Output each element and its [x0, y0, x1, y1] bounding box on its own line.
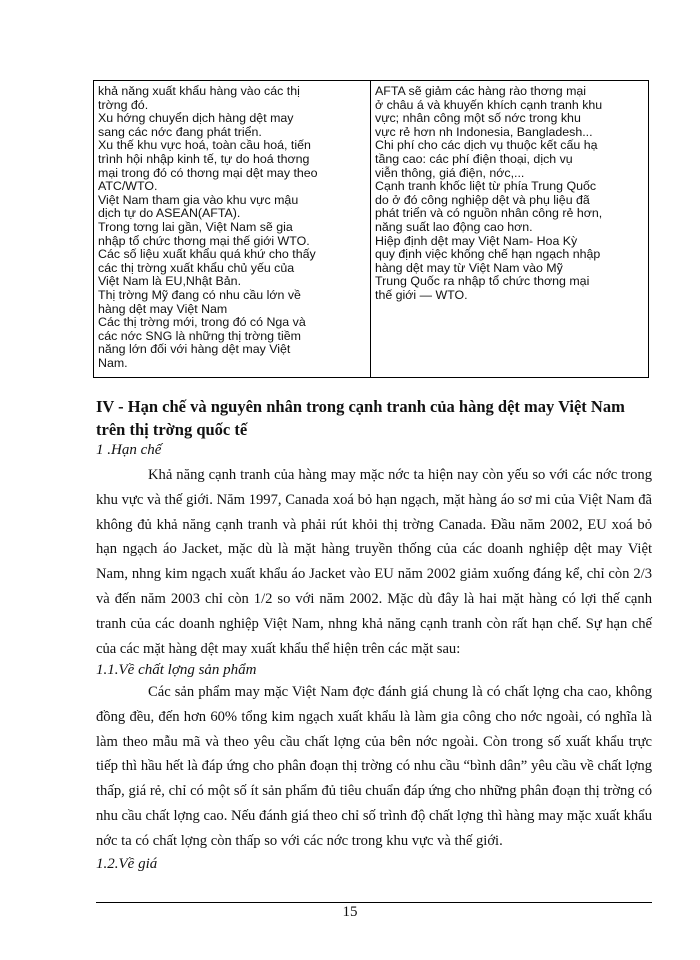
- subheading-price: 1.2.Về giá: [96, 856, 158, 872]
- table-item: Việt Nam tham gia vào khu vực mậu dịch tự do ASEAN(AFTA).: [98, 192, 299, 221]
- analysis-table: [93, 80, 649, 378]
- table-item: Xu thế khu vực hoá, toàn cầu hoá, tiến trình hội nhập kinh tế, tự do hoá thơng mại trong đó có thơng mại dệt may theo ATC/WTO.: [98, 138, 318, 194]
- table-item: Trong tơng lai gần, Việt Nam sẽ gia nhập tổ chức thơng mại thế giới WTO.: [98, 219, 310, 248]
- paragraph-quality: Các sản phẩm may mặc Việt Nam đợc đánh giá chung là có chất lợng cha cao, không đồng đều, đến hơn 60% tổng kim ngạch xuất khẩu là làm gia công cho nớc ngoài, có nghĩa là làm theo mẫu mã và theo yêu cầu chất lợng của bên nớc ngoài. Còn trong số xuất khẩu trực tiếp thì hầu hết là đáp ứng cho phân đoạn thị trờng có nhu cầu “bình dân” yêu cầu về chất lợng thấp, giá rẻ, chỉ có một số ít sản phẩm đủ tiêu chuẩn đáp ứng cho những phân đoạn thị trờng có nhu cầu chất lợng cao. Nếu đánh giá theo chỉ số trình độ chất lợng thì hàng may mặc xuất khẩu nớc ta có chất lợng còn thấp so với các nớc trong khu vực và thế giới.: [96, 684, 652, 849]
- table-item: Hiệp định dệt may Việt Nam- Hoa Kỳ quy định việc khống chế hạn ngạch nhập hàng dệt may từ Việt Nam vào Mỹ: [375, 233, 601, 275]
- table-left-column: [94, 81, 371, 377]
- table-item: Xu hớng chuyển dịch hàng dệt may sang các nớc đang phát triển.: [98, 111, 294, 139]
- table-item: Cạnh tranh khốc liệt từ phía Trung Quốc do ở đó công nghiệp dệt và phụ liệu đã phát triển và có nguồn nhân công rẻ hơn, năng suất lao động cao hơn.: [375, 179, 603, 234]
- section-heading: IV - Hạn chế và nguyên nhân trong cạnh tranh của hàng dệt may Việt Nam trên thị trờng quốc tế: [96, 397, 625, 439]
- paragraph-limitations: Khả năng cạnh tranh của hàng may mặc nớc ta hiện nay còn yếu so với các nớc trong khu vực và thế giới. Năm 1997, Canada xoá bỏ hạn ngạch, mặt hàng áo sơ mi của Việt Nam đã không đủ khả năng cạnh tranh và phải rút khỏi thị trờng Canada. Đầu năm 2002, EU xoá bỏ hạn ngạch áo Jacket, mặc dù là mặt hàng truyền thống của các doanh nghiệp dệt may Việt Nam, nhng kim ngạch xuất khẩu áo Jacket vào EU năm 2002 giảm xuống đáng kể, chỉ còn 2/3 và đến năm 2003 chỉ còn 1/2 so với năm 2002. Mặc dù đây là hai mặt hàng có lợi thế cạnh tranh của các doanh nghiệp Việt Nam, nhng khả năng cạnh tranh còn rất hạn chế. Sự hạn chế của các mặt hàng dệt may xuất khẩu thể hiện trên các mặt sau:: [96, 467, 652, 657]
- table-item: Các thị trờng mới, trong đó có Nga và các nớc SNG là những thị trờng tiềm năng lớn đối với hàng dệt may Việt Nam.: [98, 315, 306, 370]
- table-item: Chi phí cho các dịch vụ thuộc kết cấu hạ tầng cao: các phí điện thoại, dịch vụ viễn thông, giá điện, nớc,...: [375, 138, 598, 180]
- footer-divider: [96, 902, 652, 903]
- table-item: AFTA sẽ giảm các hàng rào thơng mại ở châu á và khuyến khích cạnh tranh khu vực; nhân công một số nớc trong khu vực rẻ hơn nh Indonesia, Bangladesh...: [375, 84, 603, 139]
- subheading-limitations: 1 .Hạn chế: [96, 442, 162, 458]
- table-right-column: [371, 81, 648, 377]
- page-number: 15: [342, 904, 358, 920]
- table-item: khả năng xuất khẩu hàng vào các thị trờng đó.: [98, 84, 300, 112]
- table-item: Trung Quốc ra nhập tổ chức thơng mại thế giới — WTO.: [375, 274, 590, 302]
- subheading-quality: 1.1.Về chất lợng sản phẩm: [96, 662, 257, 678]
- table-item: Thị trờng Mỹ đang có nhu cầu lớn về hàng dệt may Việt Nam: [98, 287, 301, 316]
- table-item: Các số liệu xuất khẩu quá khứ cho thấy các thị trờng xuất khẩu chủ yếu của Việt Nam là EU,Nhật Bản.: [98, 247, 316, 289]
